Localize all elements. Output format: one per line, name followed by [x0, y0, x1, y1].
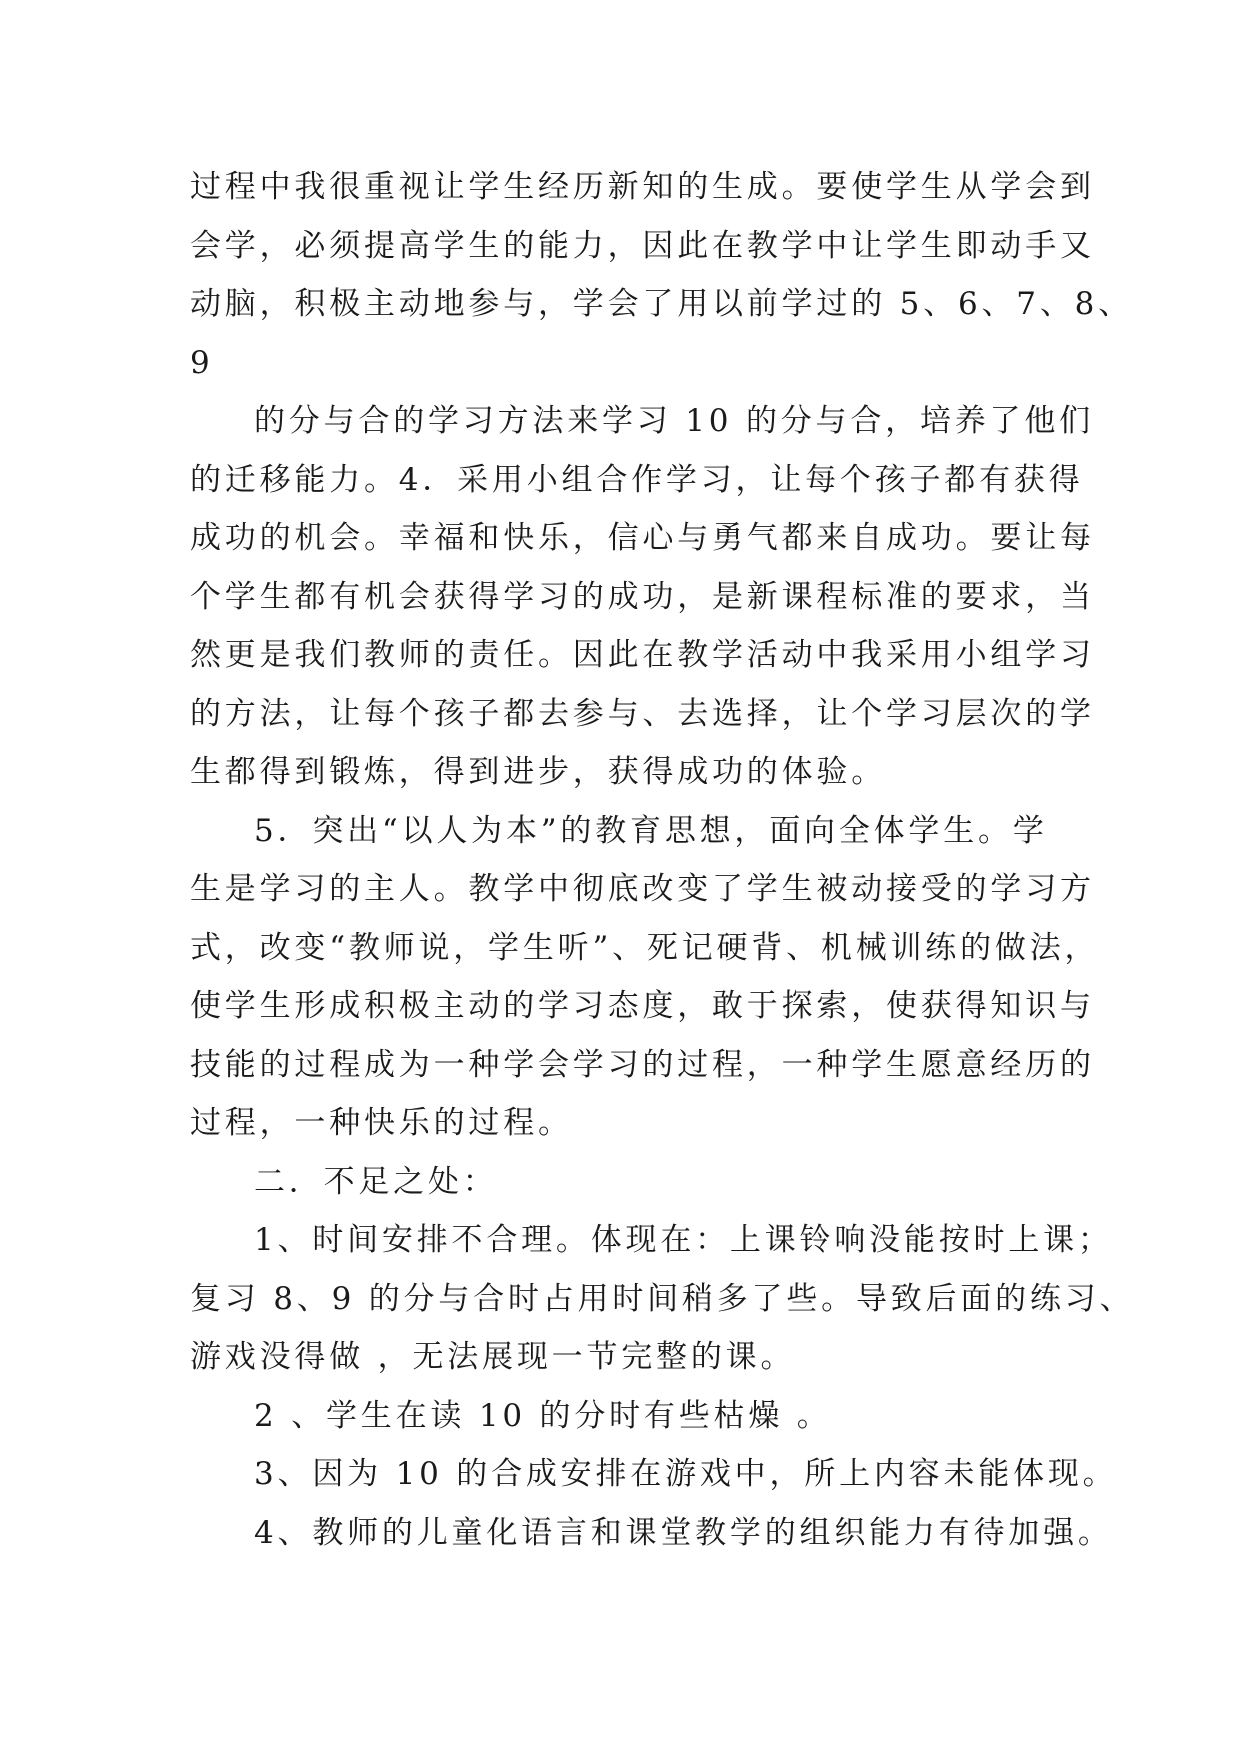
text-line: 技能的过程成为一种学会学习的过程，一种学生愿意经历的	[190, 1046, 1095, 1083]
text-line: 成功的机会。幸福和快乐，信心与勇气都来自成功。要让每	[190, 520, 1095, 556]
body-text	[190, 158, 1135, 1562]
text-line: 2 、学生在读 10 的分时有些枯燥 。	[254, 1397, 832, 1434]
text-line: 的方法，让每个孩子都去参与、去选择，让个学习层次的学	[190, 695, 1095, 732]
text-line: 然更是我们教师的责任。因此在教学活动中我采用小组学习	[190, 637, 1095, 673]
text-line: 过程，一种快乐的过程。	[190, 1105, 573, 1141]
text-line: 生都得到锻炼，得到进步，获得成功的体验。	[190, 754, 886, 790]
text-line: 个学生都有机会获得学习的成功，是新课程标准的要求，当	[190, 578, 1095, 615]
text-line: 会学，必须提高学生的能力，因此在教学中让学生即动手又	[190, 227, 1095, 264]
section-heading: 二．不足之处：	[254, 1163, 498, 1200]
text-line: 生是学习的主人。教学中彻底改变了学生被动接受的学习方	[190, 871, 1095, 907]
text-line: 动脑，积极主动地参与，学会了用以前学过的 5、6、7、8、	[190, 286, 1133, 322]
text-line: 4、教师的儿童化语言和课堂教学的组织能力有待加强。	[254, 1514, 1113, 1551]
text-line: 的分与合的学习方法来学习 10 的分与合，培养了他们	[254, 403, 1094, 439]
text-line: 1、时间安排不合理。体现在：上课铃响没能按时上课；	[254, 1222, 1113, 1258]
text-line: 式，改变“教师说，学生听”、死记硬背、机械训练的做法，	[190, 929, 1100, 966]
text-line: 的迁移能力。4．采用小组合作学习，让每个孩子都有获得	[190, 461, 1084, 498]
text-line: 5．突出“以人为本”的教育思想，面向全体学生。学	[254, 812, 1048, 849]
text-line: 复习 8、9 的分与合时占用时间稍多了些。导致后面的练习、	[190, 1280, 1135, 1317]
text-line: 3、因为 10 的合成安排在游戏中，所上内容未能体现。	[254, 1456, 1118, 1492]
text-line: 游戏没得做 ，无法展现一节完整的课。	[190, 1339, 796, 1375]
text-line: 使学生形成积极主动的学习态度，敢于探索，使获得知识与	[190, 988, 1095, 1024]
text-line: 过程中我很重视让学生经历新知的生成。要使学生从学会到	[190, 169, 1095, 205]
text-line: 9	[190, 344, 214, 381]
